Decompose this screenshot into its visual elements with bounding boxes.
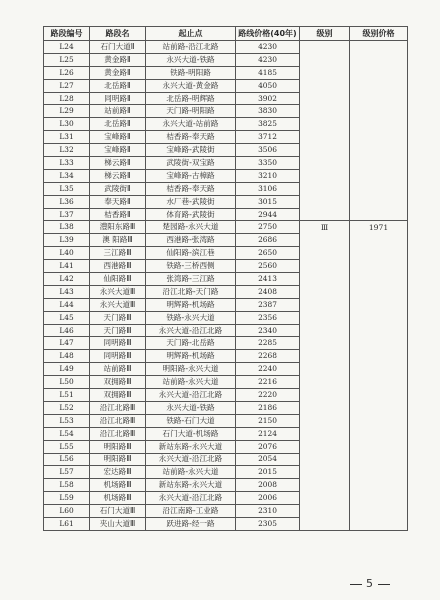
cell-route-price: 2356	[236, 311, 300, 324]
cell-road-code: L39	[44, 234, 90, 247]
cell-road-code: L34	[44, 169, 90, 182]
cell-start-end: 明阳路-永兴大道	[146, 363, 236, 376]
header-road-name: 路段名	[90, 27, 146, 41]
cell-start-end: 新站东路-永兴大道	[146, 440, 236, 453]
cell-road-code: L40	[44, 247, 90, 260]
cell-start-end: 桔香路-奉天路	[146, 131, 236, 144]
cell-route-price: 4185	[236, 66, 300, 79]
page-footer	[346, 577, 394, 590]
cell-road-name: 北岳路Ⅱ	[90, 118, 146, 131]
cell-road-name: 同明路Ⅱ	[90, 92, 146, 105]
cell-road-code: L33	[44, 157, 90, 170]
cell-road-code: L38	[44, 221, 90, 234]
cell-route-price: 3902	[236, 92, 300, 105]
cell-road-code: L51	[44, 389, 90, 402]
cell-road-name: 双拥路Ⅲ	[90, 389, 146, 402]
cell-road-name: 永兴大道Ⅲ	[90, 298, 146, 311]
cell-road-code: L49	[44, 363, 90, 376]
cell-start-end: 铁路-永兴大道	[146, 311, 236, 324]
cell-start-end: 新站东路-永兴大道	[146, 479, 236, 492]
cell-road-code: L26	[44, 66, 90, 79]
cell-road-code: L24	[44, 41, 90, 54]
cell-start-end: 仙阳路-滨江巷	[146, 247, 236, 260]
cell-start-end: 站前路-沿江北路	[146, 41, 236, 54]
cell-road-name: 黄金路Ⅱ	[90, 66, 146, 79]
cell-road-name: 明阳路Ⅲ	[90, 453, 146, 466]
cell-road-code: L28	[44, 92, 90, 105]
cell-start-end: 跃进路-经一路	[146, 517, 236, 530]
cell-road-code: L48	[44, 350, 90, 363]
cell-route-price: 2124	[236, 427, 300, 440]
cell-route-price: 2408	[236, 285, 300, 298]
cell-route-price: 3712	[236, 131, 300, 144]
page-number: 5	[366, 577, 374, 590]
cell-road-code: L55	[44, 440, 90, 453]
cell-road-code: L25	[44, 53, 90, 66]
cell-start-end: 明辉路-机场路	[146, 350, 236, 363]
cell-route-price: 2686	[236, 234, 300, 247]
cell-route-price: 2560	[236, 260, 300, 273]
cell-road-name: 夹山大道Ⅲ	[90, 517, 146, 530]
cell-start-end: 明辉路-机场路	[146, 298, 236, 311]
cell-road-code: L30	[44, 118, 90, 131]
cell-route-price: 3830	[236, 105, 300, 118]
header-route-price: 路线价格(40年)	[236, 27, 300, 41]
cell-start-end: 桔香路-奉天路	[146, 182, 236, 195]
cell-route-price: 3825	[236, 118, 300, 131]
cell-start-end: 永兴大道-沿江北路	[146, 492, 236, 505]
cell-start-end: 铁路-明阳路	[146, 66, 236, 79]
cell-start-end: 北岳路-明辉路	[146, 92, 236, 105]
cell-road-code: L56	[44, 453, 90, 466]
cell-road-code: L60	[44, 505, 90, 518]
cell-road-code: L36	[44, 195, 90, 208]
cell-road-name: 西港路Ⅲ	[90, 260, 146, 273]
cell-route-price: 2076	[236, 440, 300, 453]
cell-road-name: 石门大道Ⅱ	[90, 41, 146, 54]
cell-start-end: 石门大道-机场路	[146, 427, 236, 440]
cell-road-code: L27	[44, 79, 90, 92]
cell-route-price: 2015	[236, 466, 300, 479]
cell-road-name: 澳 阳路Ⅲ	[90, 234, 146, 247]
cell-road-code: L52	[44, 401, 90, 414]
cell-road-name: 沿江北路Ⅲ	[90, 401, 146, 414]
cell-road-name: 双拥路Ⅲ	[90, 376, 146, 389]
cell-start-end: 楚园路-永兴大道	[146, 221, 236, 234]
cell-route-price: 2220	[236, 389, 300, 402]
cell-route-price: 3506	[236, 144, 300, 157]
cell-road-name: 天门路Ⅲ	[90, 311, 146, 324]
cell-road-name: 北岳路Ⅱ	[90, 79, 146, 92]
cell-start-end: 宝峰路-武陵街	[146, 144, 236, 157]
cell-road-code: L53	[44, 414, 90, 427]
cell-road-name: 站前路Ⅱ	[90, 105, 146, 118]
cell-start-end: 沿江北路-天门路	[146, 285, 236, 298]
cell-start-end: 永兴大道-沿江北路	[146, 453, 236, 466]
cell-road-code: L29	[44, 105, 90, 118]
cell-route-price: 3015	[236, 195, 300, 208]
footer-dash-right	[378, 584, 390, 585]
cell-level-price-group-3: 1971	[350, 221, 408, 530]
cell-road-code: L41	[44, 260, 90, 273]
cell-route-price: 2310	[236, 505, 300, 518]
cell-road-code: L31	[44, 131, 90, 144]
cell-road-name: 宝峰路Ⅱ	[90, 131, 146, 144]
cell-road-code: L57	[44, 466, 90, 479]
cell-level-price-group-2	[350, 41, 408, 221]
cell-start-end: 铁路-石门大道	[146, 414, 236, 427]
cell-route-price: 4230	[236, 41, 300, 54]
cell-route-price: 2240	[236, 363, 300, 376]
cell-start-end: 天门路-北岳路	[146, 337, 236, 350]
cell-road-name: 机场路Ⅲ	[90, 492, 146, 505]
cell-start-end: 永兴大道-沿江北路	[146, 324, 236, 337]
cell-start-end: 站前路-永兴大道	[146, 376, 236, 389]
cell-level-group-3: Ⅲ	[300, 221, 350, 530]
cell-road-code: L50	[44, 376, 90, 389]
cell-road-name: 同明路Ⅲ	[90, 337, 146, 350]
table-row	[44, 221, 408, 234]
cell-road-code: L44	[44, 298, 90, 311]
cell-start-end: 永兴大道-黄金路	[146, 79, 236, 92]
cell-start-end: 站前路-永兴大道	[146, 466, 236, 479]
cell-road-name: 武陵街Ⅱ	[90, 182, 146, 195]
cell-start-end: 体育路-武陵街	[146, 208, 236, 221]
cell-route-price: 2285	[236, 337, 300, 350]
cell-road-name: 明阳路Ⅲ	[90, 440, 146, 453]
cell-start-end: 沿江南路-工业路	[146, 505, 236, 518]
cell-road-code: L37	[44, 208, 90, 221]
cell-road-name: 宝峰路Ⅱ	[90, 144, 146, 157]
cell-road-name: 永兴大道Ⅲ	[90, 285, 146, 298]
cell-road-name: 仙阳路Ⅲ	[90, 273, 146, 286]
cell-road-code: L42	[44, 273, 90, 286]
cell-road-code: L58	[44, 479, 90, 492]
cell-road-name: 桔香路Ⅱ	[90, 208, 146, 221]
cell-level-group-2	[300, 41, 350, 221]
cell-start-end: 武陵街-双宝路	[146, 157, 236, 170]
header-level: 级别	[300, 27, 350, 41]
cell-route-price: 2006	[236, 492, 300, 505]
cell-road-code: L43	[44, 285, 90, 298]
cell-road-code: L32	[44, 144, 90, 157]
cell-road-name: 奉天路Ⅱ	[90, 195, 146, 208]
cell-road-name: 站前路Ⅲ	[90, 363, 146, 376]
cell-route-price: 2008	[236, 479, 300, 492]
cell-road-name: 石门大道Ⅲ	[90, 505, 146, 518]
header-level-price: 级别价格	[350, 27, 408, 41]
road-price-table	[43, 26, 408, 531]
cell-road-code: L61	[44, 517, 90, 530]
cell-start-end: 天门路-明阳路	[146, 105, 236, 118]
table-row	[44, 41, 408, 54]
cell-road-code: L46	[44, 324, 90, 337]
cell-start-end: 永兴大道-沿江北路	[146, 389, 236, 402]
cell-start-end: 永兴大道-站前路	[146, 118, 236, 131]
cell-road-name: 天门路Ⅲ	[90, 324, 146, 337]
cell-route-price: 2186	[236, 401, 300, 414]
cell-road-code: L54	[44, 427, 90, 440]
cell-route-price: 4050	[236, 79, 300, 92]
cell-route-price: 3350	[236, 157, 300, 170]
cell-start-end: 宝峰路-古樟路	[146, 169, 236, 182]
cell-route-price: 2054	[236, 453, 300, 466]
cell-route-price: 3106	[236, 182, 300, 195]
cell-route-price: 2387	[236, 298, 300, 311]
cell-start-end: 水厂巷-武陵街	[146, 195, 236, 208]
footer-dash-left	[350, 584, 362, 585]
price-table-sheet	[43, 26, 407, 531]
cell-road-code: L45	[44, 311, 90, 324]
cell-route-price: 2650	[236, 247, 300, 260]
cell-start-end: 永兴大道-铁路	[146, 53, 236, 66]
cell-road-name: 同明路Ⅲ	[90, 350, 146, 363]
cell-route-price: 2750	[236, 221, 300, 234]
cell-road-name: 梯云路Ⅱ	[90, 157, 146, 170]
cell-road-name: 宏达路Ⅲ	[90, 466, 146, 479]
cell-start-end: 铁路-三桥西侧	[146, 260, 236, 273]
cell-route-price: 3210	[236, 169, 300, 182]
cell-start-end: 西港路-张湾路	[146, 234, 236, 247]
cell-road-code: L35	[44, 182, 90, 195]
cell-route-price: 2413	[236, 273, 300, 286]
cell-start-end: 张湾路-三江路	[146, 273, 236, 286]
cell-road-code: L47	[44, 337, 90, 350]
cell-road-name: 三江路Ⅲ	[90, 247, 146, 260]
cell-road-name: 梯云路Ⅱ	[90, 169, 146, 182]
cell-road-code: L59	[44, 492, 90, 505]
cell-road-name: 沿江北路Ⅲ	[90, 427, 146, 440]
cell-route-price: 4230	[236, 53, 300, 66]
cell-road-name: 沿江北路Ⅲ	[90, 414, 146, 427]
cell-road-name: 黄金路Ⅱ	[90, 53, 146, 66]
header-start-end: 起止点	[146, 27, 236, 41]
cell-route-price: 2340	[236, 324, 300, 337]
table-header-row	[44, 27, 408, 41]
cell-route-price: 2944	[236, 208, 300, 221]
cell-road-name: 澧阳东路Ⅲ	[90, 221, 146, 234]
table-body	[44, 41, 408, 531]
cell-route-price: 2216	[236, 376, 300, 389]
cell-route-price: 2268	[236, 350, 300, 363]
header-road-code: 路段编号	[44, 27, 90, 41]
cell-road-name: 机场路Ⅲ	[90, 479, 146, 492]
cell-start-end: 永兴大道-铁路	[146, 401, 236, 414]
cell-route-price: 2150	[236, 414, 300, 427]
cell-route-price: 2305	[236, 517, 300, 530]
